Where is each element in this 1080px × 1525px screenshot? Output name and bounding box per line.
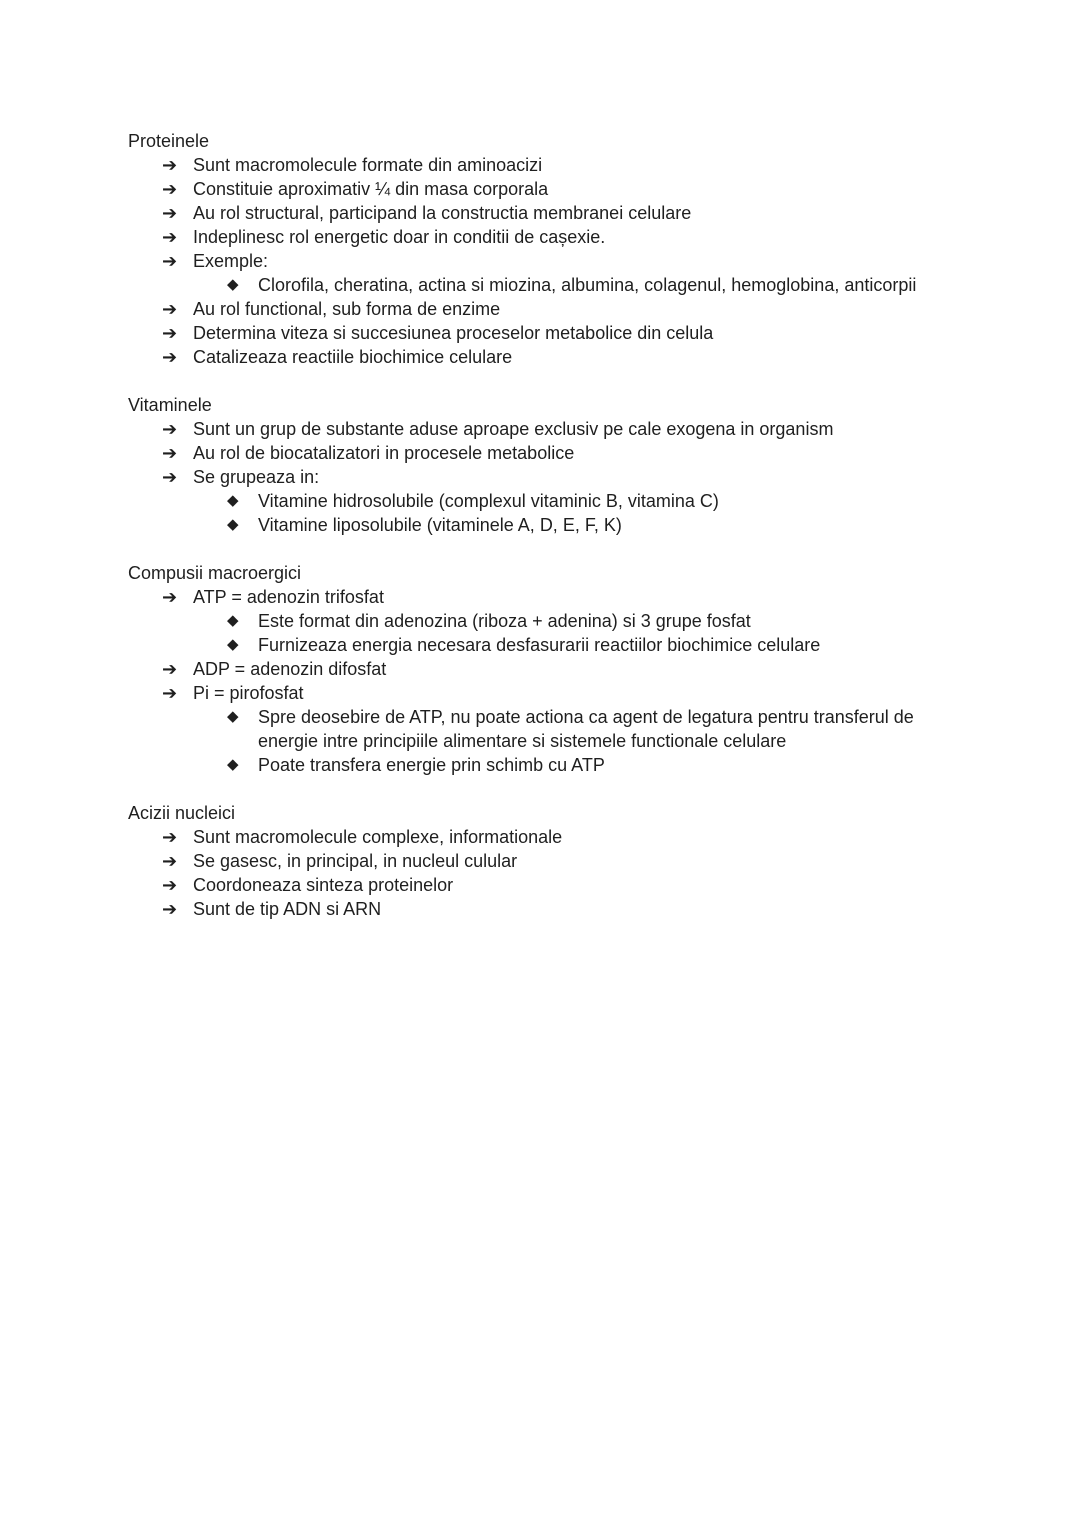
list-item-text: Determina viteza si succesiunea proceselor metabolice din celula	[193, 323, 714, 343]
diamond-sublist	[128, 489, 948, 537]
arrow-icon: ➔	[162, 899, 178, 919]
sublist-item-text: Poate transfera energie prin schimb cu ATP	[258, 755, 605, 775]
list-item-text: Sunt de tip ADN si ARN	[193, 899, 382, 919]
list-item	[128, 825, 948, 849]
list-item-text: Sunt un grup de substante aduse aproape exclusiv pe cale exogena in organism	[193, 419, 834, 439]
list-item	[128, 153, 948, 177]
arrow-list	[128, 825, 948, 921]
section-vitaminele	[128, 393, 948, 537]
sublist-item	[128, 273, 948, 297]
sublist-item	[128, 633, 948, 657]
list-item-text: Catalizeaza reactiile biochimice celulare	[193, 347, 513, 367]
sublist-item-text: Spre deosebire de ATP, nu poate actiona ca agent de legatura pentru transferul de energie intre principiile alimentare si sistemele functionale celulare	[258, 707, 914, 751]
sublist-item-text: Vitamine hidrosolubile (complexul vitaminic B, vitamina C)	[258, 491, 719, 511]
diamond-bullet-icon: ◆	[227, 708, 239, 725]
list-item	[128, 465, 948, 489]
section-compusii-macroergici	[128, 561, 948, 777]
section-heading: Vitaminele	[128, 395, 212, 415]
list-item-text: Pi = pirofosfat	[193, 683, 304, 703]
list-item-text: ADP = adenozin difosfat	[193, 659, 387, 679]
sublist-item	[128, 705, 948, 753]
list-item	[128, 873, 948, 897]
list-item	[128, 585, 948, 609]
list-item	[128, 297, 948, 321]
sublist-item	[128, 513, 948, 537]
section-heading: Acizii nucleici	[128, 803, 236, 823]
diamond-bullet-icon: ◆	[227, 492, 239, 509]
list-item-text: Au rol functional, sub forma de enzime	[193, 299, 501, 319]
arrow-icon: ➔	[162, 347, 178, 367]
arrow-icon: ➔	[162, 251, 178, 271]
list-item-text: Coordoneaza sinteza proteinelor	[193, 875, 454, 895]
section-heading: Compusii macroergici	[128, 563, 302, 583]
list-item	[128, 441, 948, 465]
arrow-icon: ➔	[162, 683, 178, 703]
arrow-icon: ➔	[162, 203, 178, 223]
arrow-icon: ➔	[162, 323, 178, 343]
sublist-item-text: Furnizeaza energia necesara desfasurarii reactiilor biochimice celulare	[258, 635, 821, 655]
arrow-icon: ➔	[162, 659, 178, 679]
diamond-sublist	[128, 609, 948, 657]
arrow-icon: ➔	[162, 443, 178, 463]
sublist-item-text: Vitamine liposolubile (vitaminele A, D, E, F, K)	[258, 515, 622, 535]
diamond-sublist	[128, 273, 948, 297]
arrow-list	[128, 417, 948, 537]
arrow-icon: ➔	[162, 227, 178, 247]
arrow-icon: ➔	[162, 179, 178, 199]
diamond-bullet-icon: ◆	[227, 516, 239, 533]
section-proteinele	[128, 129, 948, 369]
list-item	[128, 249, 948, 273]
list-item-text: Indeplinesc rol energetic doar in conditii de cașexie.	[193, 227, 606, 247]
section-heading: Proteinele	[128, 131, 210, 151]
list-item	[128, 321, 948, 345]
list-item	[128, 345, 948, 369]
diamond-bullet-icon: ◆	[227, 276, 239, 293]
diamond-bullet-icon: ◆	[227, 636, 239, 653]
sublist-item	[128, 609, 948, 633]
list-item	[128, 177, 948, 201]
list-item-text: Se grupeaza in:	[193, 467, 320, 487]
arrow-icon: ➔	[162, 155, 178, 175]
list-item-text: Sunt macromolecule complexe, informationale	[193, 827, 563, 847]
list-item	[128, 897, 948, 921]
document-body	[128, 129, 948, 945]
arrow-icon: ➔	[162, 875, 178, 895]
sublist-item-text: Este format din adenozina (riboza + adenina) si 3 grupe fosfat	[258, 611, 751, 631]
arrow-icon: ➔	[162, 827, 178, 847]
sublist-item-text: Clorofila, cheratina, actina si miozina, albumina, colagenul, hemoglobina, anticorpii	[258, 275, 917, 295]
list-item	[128, 417, 948, 441]
list-item	[128, 849, 948, 873]
diamond-sublist	[128, 705, 948, 777]
list-item-text: Se gasesc, in principal, in nucleul culular	[193, 851, 518, 871]
arrow-icon: ➔	[162, 851, 178, 871]
list-item-text: Au rol de biocatalizatori in procesele metabolice	[193, 443, 575, 463]
arrow-icon: ➔	[162, 467, 178, 487]
arrow-icon: ➔	[162, 419, 178, 439]
list-item-text: Au rol structural, participand la constructia membranei celulare	[193, 203, 692, 223]
list-item	[128, 225, 948, 249]
arrow-list	[128, 153, 948, 369]
list-item-text: Constituie aproximativ ¼ din masa corporala	[193, 179, 549, 199]
sublist-item	[128, 753, 948, 777]
list-item-text: Exemple:	[193, 251, 269, 271]
diamond-bullet-icon: ◆	[227, 756, 239, 773]
list-item	[128, 681, 948, 705]
list-item	[128, 201, 948, 225]
list-item-text: ATP = adenozin trifosfat	[193, 587, 384, 607]
diamond-bullet-icon: ◆	[227, 612, 239, 629]
arrow-icon: ➔	[162, 299, 178, 319]
arrow-list	[128, 585, 948, 777]
arrow-icon: ➔	[162, 587, 178, 607]
sublist-item	[128, 489, 948, 513]
list-item-text: Sunt macromolecule formate din aminoacizi	[193, 155, 543, 175]
list-item	[128, 657, 948, 681]
section-acizii-nucleici	[128, 801, 948, 921]
